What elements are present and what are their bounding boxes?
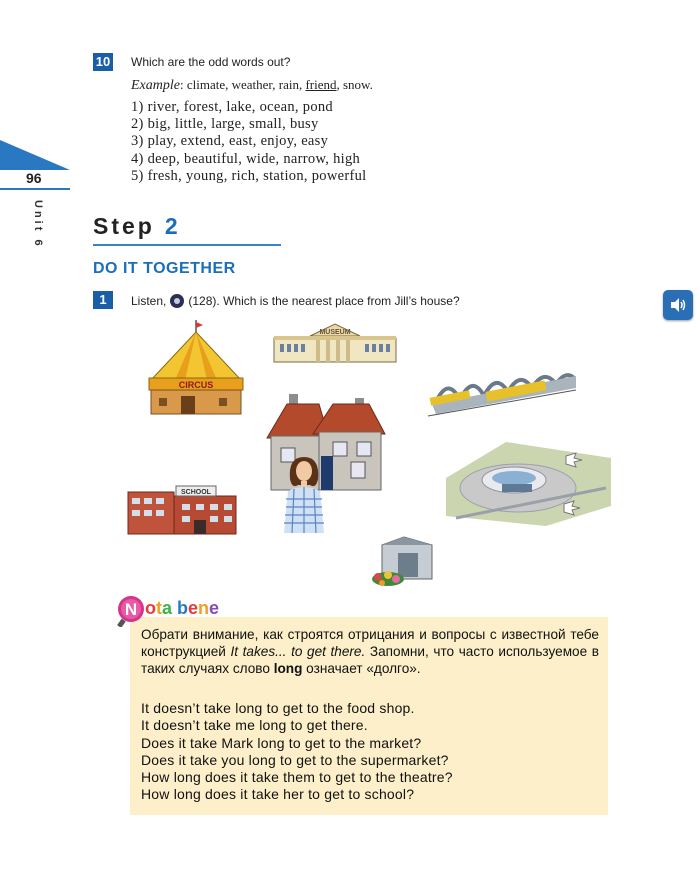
example-sentence: It doesn’t take me long to get there. <box>141 717 368 734</box>
cd-icon <box>170 294 184 308</box>
rule-part-2: Запомни, что часто используемое в таких случаях слово <box>141 644 600 677</box>
nota-bene-logo-text: ota bene <box>145 598 220 618</box>
list-item: 2) big, little, large, small, busy <box>131 116 319 133</box>
exercise-10-list <box>131 99 367 185</box>
exercise-number-10: 10 <box>93 53 113 71</box>
track-number: (128). <box>188 294 220 308</box>
rule-part-1: Обрати внимание, как строятся отрицания и вопросы с известной тебе конструкцией <box>141 627 599 660</box>
food-shop-illustration <box>368 535 436 587</box>
train-station-illustration <box>426 360 578 418</box>
list-item: 1) river, forest, lake, ocean, pond <box>131 99 333 115</box>
example-words-before: climate, weather, rain, <box>186 77 306 92</box>
rule-construction: It takes... to get there. <box>230 644 366 660</box>
audio-speaker-button[interactable] <box>663 290 693 320</box>
listen-text: Listen, <box>131 294 167 308</box>
example-label: Example <box>131 78 180 93</box>
unit-label: Unit 6 <box>32 200 44 249</box>
nota-bene-examples <box>141 700 601 804</box>
circus-illustration <box>145 318 247 418</box>
example-sentence: Does it take Mark long to get to the market? <box>141 734 422 751</box>
nota-bene-logo <box>111 593 271 627</box>
circus-sign: CIRCUS <box>178 380 214 390</box>
exercise-1-question-text: Which is the nearest place from Jill’s house? <box>223 294 460 308</box>
airport-illustration <box>446 438 611 526</box>
nota-bene-rule <box>141 626 599 678</box>
example-words-after: , snow. <box>336 77 373 92</box>
exercise-10-example: Example: climate, weather, rain, friend, snow. <box>131 77 373 93</box>
step-word: Step <box>93 213 155 239</box>
rule-part-3: означает «долго». <box>302 661 421 677</box>
list-item: 3) play, extend, east, enjoy, easy <box>131 133 329 150</box>
section-title: DO IT TOGETHER <box>93 260 236 277</box>
list-item: 5) fresh, young, rich, station, powerful <box>131 167 367 184</box>
example-odd-word: friend <box>305 77 337 92</box>
museum-sign: MUSEUM <box>319 329 351 336</box>
list-item: 4) deep, beautiful, wide, narrow, high <box>131 150 361 167</box>
exercise-1-question <box>131 294 460 308</box>
example-sentence: It doesn’t take long to get to the food shop. <box>141 700 415 716</box>
step-heading <box>93 213 181 240</box>
example-sentence: How long does it take them to get to the theatre? <box>141 769 453 786</box>
school-illustration <box>126 482 238 537</box>
school-sign: SCHOOL <box>181 489 211 496</box>
rule-keyword: long <box>273 661 303 677</box>
speaker-icon <box>669 297 687 313</box>
svg-text:N: N <box>124 600 138 619</box>
exercise-10-question: Which are the odd words out? <box>131 55 291 69</box>
page-number: 96 <box>26 170 42 186</box>
step-underline <box>93 244 281 246</box>
exercise-number-1: 1 <box>93 291 113 309</box>
museum-illustration <box>272 322 398 364</box>
step-number: 2 <box>164 213 181 239</box>
example-sentence: How long does it take her to get to school? <box>141 786 415 803</box>
girl-illustration <box>280 455 328 535</box>
example-sentence: Does it take you long to get to the supermarket? <box>141 751 449 768</box>
